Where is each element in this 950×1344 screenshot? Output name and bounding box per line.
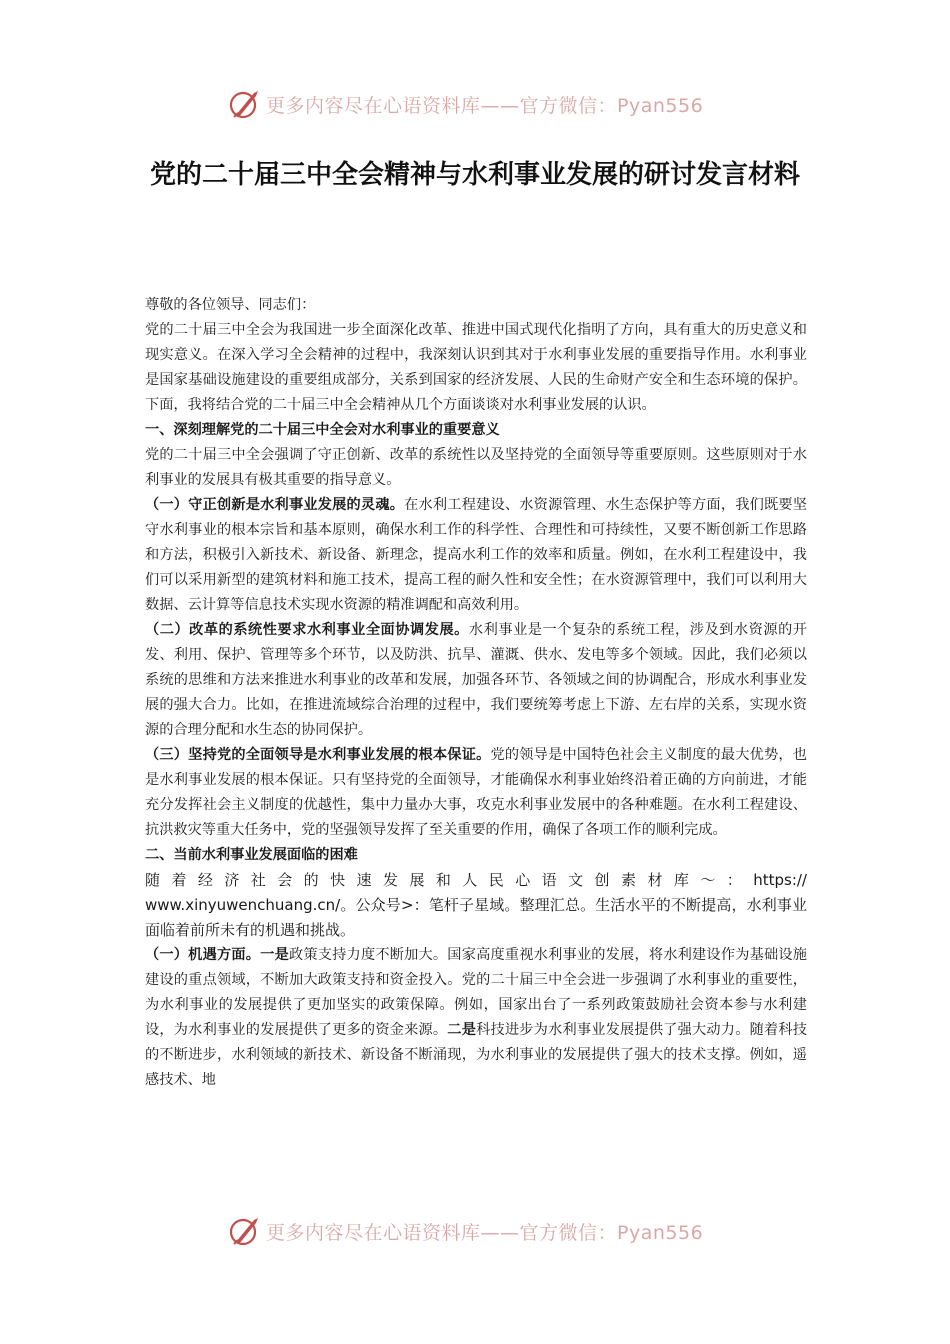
item-lead: （二）改革的系统性要求水利事业全面协调发展。 bbox=[145, 622, 469, 638]
section1-heading: 一、深刻理解党的二十届三中全会对水利事业的重要意义 bbox=[145, 422, 500, 438]
watermark-text: 更多内容尽在心语资料库——官方微信：Pyan556 bbox=[266, 94, 704, 117]
item-text: 科技进步为水利事业发展提供了强大动力。随着科技的不断进步，水利领域的新技术、新设备不断涌现，为水利事业的发展提供了强大的技术支撑。例如，遥感技术、地 bbox=[145, 1022, 807, 1088]
item-text: 在水利工程建设、水资源管理、水生态保护等方面，我们既要坚守水利事业的根本宗旨和基本原则，确保水利工作的科学性、合理性和可持续性，又要不断创新工作思路和方法，积极引入新技术、新设备、新理念，提高水利工作的效率和质量。例如，在水利工程建设中，我们可以采用新型的建筑材料和施工技术，提高工程的耐久性和安全性；在水资源管理中，我们可以利用大数据、云计算等信息技术实现水资源的精准调配和高效利用。 bbox=[145, 497, 807, 613]
intro-paragraph: 党的二十届三中全会为我国进一步全面深化改革、推进中国式现代化指明了方向，具有重大的历史意义和现实意义。在深入学习全会精神的过程中，我深刻认识到其对于水利事业发展的重要指导作用。水利事业是国家基础设施建设的重要组成部分，关系到国家的经济发展、人民的生命财产安全和生态环境的保护。下面，我将结合党的二十届三中全会精神从几个方面谈谈对水利事业发展的认识。 bbox=[145, 322, 807, 413]
watermark-text: 更多内容尽在心语资料库——官方微信：Pyan556 bbox=[266, 1221, 704, 1244]
item-keyword: 二是 bbox=[447, 1022, 477, 1038]
section1-item-3 bbox=[145, 743, 807, 843]
section1-item-1 bbox=[145, 493, 807, 618]
section1-item-2 bbox=[145, 618, 807, 743]
greeting: 尊敬的各位领导、同志们： bbox=[145, 297, 316, 313]
quill-pen-logo-icon bbox=[228, 87, 262, 121]
section2-paragraph-rest: www.xinyuwenchuang.cn/。公众号>：笔杆子星域。整理汇总。生活水平的不断提高，水利事业面临着前所未有的机遇和挑战。 bbox=[145, 896, 807, 939]
item-text: 政策支持力度不断加大。国家高度重视水利事业的发展，将水利建设作为基础设施建设的重点领域，不断加大政策支持和资金投入。党的二十届三中全会进一步强调了水利事业的重要性，为水利事业的发展提供了更加坚实的政策保障。例如，国家出台了一系列政策鼓励社会资本参与水利建设，为水利事业的发展提供了更多的资金来源。 bbox=[145, 947, 807, 1038]
item-lead: （三）坚持党的全面领导是水利事业发展的根本保证。 bbox=[145, 747, 491, 763]
section2-paragraph-line1: 随着经济社会的快速发展和人民心语文创素材库～：https:// bbox=[145, 871, 807, 889]
item-lead: （一）机遇方面。 bbox=[145, 947, 261, 963]
quill-pen-logo-icon bbox=[228, 1214, 262, 1248]
section2-item-1 bbox=[145, 943, 807, 1093]
item-text: 水利事业是一个复杂的系统工程，涉及到水资源的开发、利用、保护、管理等多个环节，以及防洪、抗旱、灌溉、供水、发电等多个领域。因此，我们必须以系统的思维和方法来推进水利事业的改革和发展，加强各环节、各领域之间的协调配合，形成水利事业发展的强大合力。比如，在推进流域综合治理的过程中，我们要统筹考虑上下游、左右岸的关系，实现水资源的合理分配和水生态的协同保护。 bbox=[145, 622, 807, 738]
item-lead: （一）守正创新是水利事业发展的灵魂。 bbox=[145, 497, 405, 513]
item-keyword: 一是 bbox=[260, 947, 289, 963]
document-body bbox=[145, 293, 807, 1093]
section2-heading: 二、当前水利事业发展面临的困难 bbox=[145, 847, 358, 863]
section1-paragraph: 党的二十届三中全会强调了守正创新、改革的系统性以及坚持党的全面领导等重要原则。这些原则对于水利事业的发展具有极其重要的指导意义。 bbox=[145, 447, 807, 488]
watermark-banner-top bbox=[228, 84, 728, 124]
item-text: 党的领导是中国特色社会主义制度的最大优势，也是水利事业发展的根本保证。只有坚持党的全面领导，才能确保水利事业始终沿着正确的方向前进，才能充分发挥社会主义制度的优越性，集中力量办大事，攻克水利事业发展中的各种难题。在水利工程建设、抗洪救灾等重大任务中，党的坚强领导发挥了至关重要的作用，确保了各项工作的顺利完成。 bbox=[145, 747, 807, 838]
watermark-banner-bottom bbox=[228, 1211, 728, 1251]
document-title: 党的二十届三中全会精神与水利事业发展的研讨发言材料 bbox=[149, 160, 800, 190]
